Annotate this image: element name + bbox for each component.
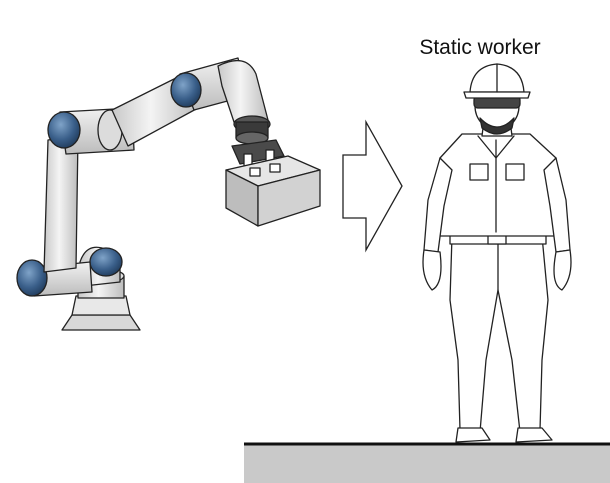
robot-arm-icon: [17, 58, 320, 330]
worker-title-label: Static worker: [419, 36, 541, 59]
wrist-joint-1: [171, 73, 201, 107]
worker-hand-left: [423, 250, 441, 290]
right-arrow-icon: [343, 122, 402, 250]
floor: [244, 444, 610, 483]
worker-shirt: [438, 134, 560, 236]
worker-trousers: [450, 236, 548, 432]
base-joint: [90, 248, 122, 276]
worker-boot-right: [516, 428, 552, 442]
elbow-joint: [48, 112, 80, 148]
worker-boot-left: [456, 428, 490, 442]
worker-figure-icon: [423, 64, 571, 442]
worker-hand-right: [554, 250, 571, 290]
robot-base: [62, 315, 140, 330]
shoulder-joint: [17, 260, 47, 296]
